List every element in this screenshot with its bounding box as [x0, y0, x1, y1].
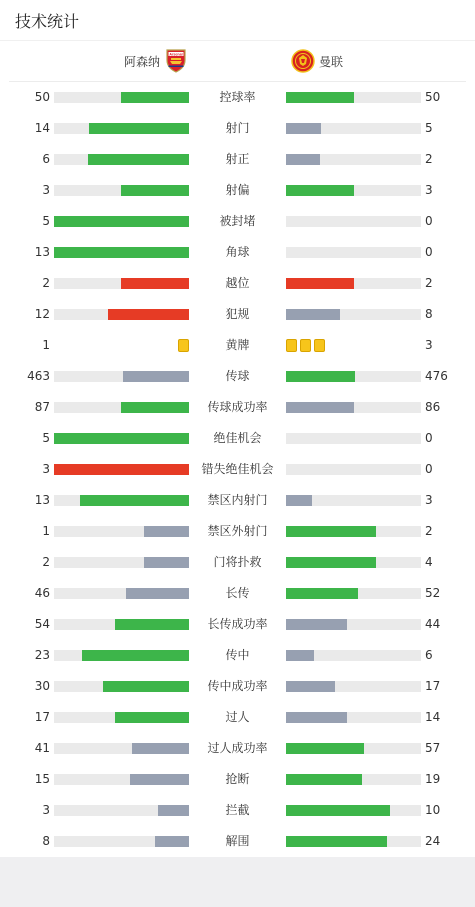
stat-row — [0, 702, 475, 733]
away-stat-bar-fill — [286, 526, 376, 537]
away-stat-bar — [286, 619, 421, 630]
home-stat-bar — [54, 309, 189, 320]
home-stat-value: 12 — [34, 307, 50, 321]
home-stat-bar — [54, 805, 189, 816]
away-team[interactable] — [291, 41, 343, 81]
away-stat-bar-fill — [286, 743, 364, 754]
stat-label: 传中 — [225, 648, 250, 662]
away-stat-bar-fill — [286, 557, 376, 568]
away-stat-bar — [286, 836, 421, 847]
stat-row — [0, 392, 475, 423]
home-stat-value: 6 — [42, 152, 50, 166]
home-stat-bar-fill — [82, 650, 189, 661]
home-stat-bar — [54, 681, 189, 692]
away-stat-bar-fill — [286, 309, 340, 320]
away-stat-bar — [286, 216, 421, 227]
away-stat-bar-fill — [286, 495, 312, 506]
home-stat-bar — [54, 216, 189, 227]
away-stat-value: 50 — [425, 90, 441, 104]
home-stat-bar-fill — [123, 371, 189, 382]
away-stat-value: 0 — [425, 214, 433, 228]
away-stat-value: 3 — [425, 338, 433, 352]
home-stat-value: 15 — [34, 772, 50, 786]
section-header — [0, 0, 475, 41]
away-stat-bar — [286, 309, 421, 320]
home-stat-value: 54 — [34, 617, 50, 631]
away-stat-bar — [286, 433, 421, 444]
stat-row — [0, 764, 475, 795]
away-stat-value: 8 — [425, 307, 433, 321]
stat-row — [0, 516, 475, 547]
home-stat-bar — [54, 433, 189, 444]
home-stat-bar — [54, 247, 189, 258]
stat-label: 绝佳机会 — [213, 431, 262, 445]
yellow-card-icon — [286, 339, 297, 352]
stat-row — [0, 640, 475, 671]
stat-label: 被封堵 — [219, 214, 256, 228]
away-stat-bar — [286, 247, 421, 258]
away-stat-bar — [286, 371, 421, 382]
stat-label: 控球率 — [219, 90, 256, 104]
stat-label: 角球 — [225, 245, 250, 259]
away-stat-bar-fill — [286, 805, 390, 816]
away-stat-bar-fill — [286, 278, 354, 289]
stat-row — [0, 826, 475, 857]
yellow-card-icon — [314, 339, 325, 352]
home-stat-bar-fill — [121, 185, 189, 196]
away-stat-bar-fill — [286, 123, 321, 134]
away-stat-bar — [286, 92, 421, 103]
stat-row — [0, 578, 475, 609]
away-stat-value: 2 — [425, 524, 433, 538]
home-stat-bar-fill — [132, 743, 189, 754]
stat-label: 禁区外射门 — [207, 524, 268, 538]
away-stat-bar-fill — [286, 371, 355, 382]
away-stat-value: 14 — [425, 710, 441, 724]
home-stat-bar-fill — [126, 588, 189, 599]
home-stat-bar — [54, 557, 189, 568]
home-stat-bar — [54, 92, 189, 103]
away-stat-bar-fill — [286, 650, 314, 661]
home-stat-bar — [54, 123, 189, 134]
home-stat-bar — [54, 185, 189, 196]
home-stat-bar-fill — [54, 216, 189, 227]
stat-label: 解围 — [225, 834, 250, 848]
home-stat-bar-fill — [88, 154, 189, 165]
home-stat-value: 14 — [34, 121, 50, 135]
away-stat-bar — [286, 650, 421, 661]
home-stat-bar-fill — [103, 681, 189, 692]
home-stat-bar-fill — [108, 309, 189, 320]
home-stat-value: 50 — [34, 90, 50, 104]
home-stat-value: 3 — [42, 183, 50, 197]
stat-label: 过人成功率 — [207, 741, 268, 755]
away-stat-value: 2 — [425, 152, 433, 166]
away-stat-bar-fill — [286, 774, 362, 785]
away-stat-value: 2 — [425, 276, 433, 290]
away-stat-value: 0 — [425, 431, 433, 445]
away-stat-bar — [286, 526, 421, 537]
away-stat-value: 44 — [425, 617, 441, 631]
away-stat-bar — [286, 588, 421, 599]
stat-label: 射正 — [225, 152, 250, 166]
home-stat-bar — [54, 154, 189, 165]
home-team-name: 阿森纳 — [123, 54, 160, 69]
home-stat-bar-fill — [54, 433, 189, 444]
home-stat-bar-fill — [144, 557, 189, 568]
stat-label: 拦截 — [225, 803, 250, 817]
stat-row — [0, 82, 475, 113]
home-stat-value: 23 — [34, 648, 50, 662]
away-stat-bar-fill — [286, 619, 347, 630]
home-stat-bar — [54, 526, 189, 537]
away-stat-bar — [286, 185, 421, 196]
stat-row — [0, 144, 475, 175]
home-stat-bar-fill — [121, 402, 189, 413]
home-stat-bar — [54, 371, 189, 382]
away-stat-bar — [286, 464, 421, 475]
stat-row — [0, 795, 475, 826]
away-stat-value: 0 — [425, 245, 433, 259]
stat-row — [0, 454, 475, 485]
home-stat-value: 41 — [34, 741, 50, 755]
stat-row — [0, 299, 475, 330]
away-stat-value: 6 — [425, 648, 433, 662]
home-stat-value: 8 — [42, 834, 50, 848]
home-stat-value: 2 — [42, 555, 50, 569]
away-stat-value: 86 — [425, 400, 441, 414]
home-stat-bar-fill — [115, 619, 189, 630]
away-stat-value: 4 — [425, 555, 433, 569]
home-stat-value: 87 — [34, 400, 50, 414]
home-stat-value: 1 — [42, 338, 50, 352]
stat-row — [0, 206, 475, 237]
away-stat-value: 57 — [425, 741, 441, 755]
home-stat-bar-fill — [115, 712, 189, 723]
home-stat-bar — [54, 712, 189, 723]
home-stat-value: 30 — [34, 679, 50, 693]
away-stat-bar — [286, 557, 421, 568]
home-stat-bar-fill — [155, 836, 189, 847]
arsenal-crest-text: Arsenal — [169, 52, 183, 57]
away-stat-bar-fill — [286, 712, 347, 723]
stat-row — [0, 733, 475, 764]
stat-label: 传中成功率 — [207, 679, 268, 693]
home-team[interactable] — [124, 41, 188, 81]
home-stat-bar — [54, 650, 189, 661]
yellow-card-icon — [178, 339, 189, 352]
away-stat-value: 0 — [425, 462, 433, 476]
stat-label: 射偏 — [225, 183, 250, 197]
manchester-united-crest-icon — [291, 49, 315, 73]
stat-row — [0, 361, 475, 392]
stat-row — [0, 423, 475, 454]
home-stat-value: 13 — [34, 493, 50, 507]
home-stat-bar — [54, 774, 189, 785]
away-stat-value: 52 — [425, 586, 441, 600]
home-stat-bar-fill — [54, 247, 189, 258]
stat-row — [0, 671, 475, 702]
stat-row — [0, 609, 475, 640]
stat-label: 禁区内射门 — [207, 493, 268, 507]
home-stat-value: 17 — [34, 710, 50, 724]
stat-label: 错失绝佳机会 — [201, 462, 274, 476]
stat-label: 抢断 — [225, 772, 250, 786]
home-stat-bar — [54, 464, 189, 475]
home-stat-bar-fill — [80, 495, 189, 506]
stat-label: 传球 — [225, 369, 250, 383]
away-stat-bar — [286, 805, 421, 816]
away-stat-bar-fill — [286, 92, 354, 103]
stat-row — [0, 237, 475, 268]
yellow-card-icon — [300, 339, 311, 352]
stat-label: 长传成功率 — [207, 617, 268, 631]
away-stat-bar-fill — [286, 185, 354, 196]
stat-row — [0, 485, 475, 516]
away-stat-bar — [286, 774, 421, 785]
away-stat-bar — [286, 278, 421, 289]
teams-header — [9, 41, 466, 82]
away-stat-bar — [286, 123, 421, 134]
stat-label: 射门 — [225, 121, 250, 135]
stats-list — [0, 82, 475, 857]
home-stat-bar — [54, 619, 189, 630]
home-stat-bar-fill — [144, 526, 189, 537]
home-stat-value: 2 — [42, 276, 50, 290]
away-stat-bar — [286, 681, 421, 692]
home-stat-bar-fill — [121, 278, 189, 289]
stat-label: 过人 — [225, 710, 250, 724]
home-stat-value: 3 — [42, 462, 50, 476]
home-stat-bar — [54, 278, 189, 289]
stat-row — [0, 175, 475, 206]
home-stat-bar-fill — [130, 774, 189, 785]
away-stat-bar — [286, 495, 421, 506]
away-stat-bar-fill — [286, 154, 320, 165]
away-stat-bar — [286, 712, 421, 723]
away-stat-bar-fill — [286, 681, 335, 692]
home-stat-value: 3 — [42, 803, 50, 817]
stat-row — [0, 547, 475, 578]
home-stat-value: 1 — [42, 524, 50, 538]
home-stat-bar — [54, 836, 189, 847]
home-stat-bar — [54, 743, 189, 754]
away-stat-value: 476 — [425, 369, 448, 383]
stat-label: 门将扑救 — [213, 555, 262, 569]
away-stat-value: 17 — [425, 679, 441, 693]
away-stat-bar-fill — [286, 836, 387, 847]
away-stat-bar — [286, 154, 421, 165]
home-stat-value: 5 — [42, 431, 50, 445]
away-stat-bar — [286, 743, 421, 754]
home-stat-bar-fill — [54, 464, 189, 475]
stat-label: 越位 — [225, 276, 250, 290]
home-stat-value: 5 — [42, 214, 50, 228]
away-stat-bar — [286, 402, 421, 413]
stat-row — [0, 330, 475, 361]
stat-row — [0, 113, 475, 144]
stat-label: 黄牌 — [225, 338, 250, 352]
home-stat-value: 46 — [34, 586, 50, 600]
home-stat-value: 463 — [27, 369, 50, 383]
section-title: 技术统计 — [15, 11, 80, 31]
stat-row — [0, 268, 475, 299]
away-stat-bar-fill — [286, 588, 358, 599]
away-stat-value: 3 — [425, 183, 433, 197]
stat-label: 犯规 — [225, 307, 250, 321]
away-stat-value: 5 — [425, 121, 433, 135]
away-yellow-cards — [286, 339, 325, 352]
away-team-name: 曼联 — [319, 54, 344, 69]
stat-label: 传球成功率 — [207, 400, 268, 414]
arsenal-crest-icon — [164, 49, 188, 73]
home-stat-bar-fill — [89, 123, 189, 134]
stat-label: 长传 — [225, 586, 250, 600]
home-stat-bar — [54, 402, 189, 413]
home-stat-value: 13 — [34, 245, 50, 259]
away-stat-bar-fill — [286, 402, 354, 413]
home-stat-bar — [54, 495, 189, 506]
away-stat-value: 10 — [425, 803, 441, 817]
away-stat-value: 3 — [425, 493, 433, 507]
home-stat-bar-fill — [121, 92, 189, 103]
home-stat-bar — [54, 588, 189, 599]
away-stat-value: 19 — [425, 772, 441, 786]
away-stat-value: 24 — [425, 834, 441, 848]
home-stat-bar-fill — [158, 805, 189, 816]
home-yellow-cards — [178, 339, 189, 352]
